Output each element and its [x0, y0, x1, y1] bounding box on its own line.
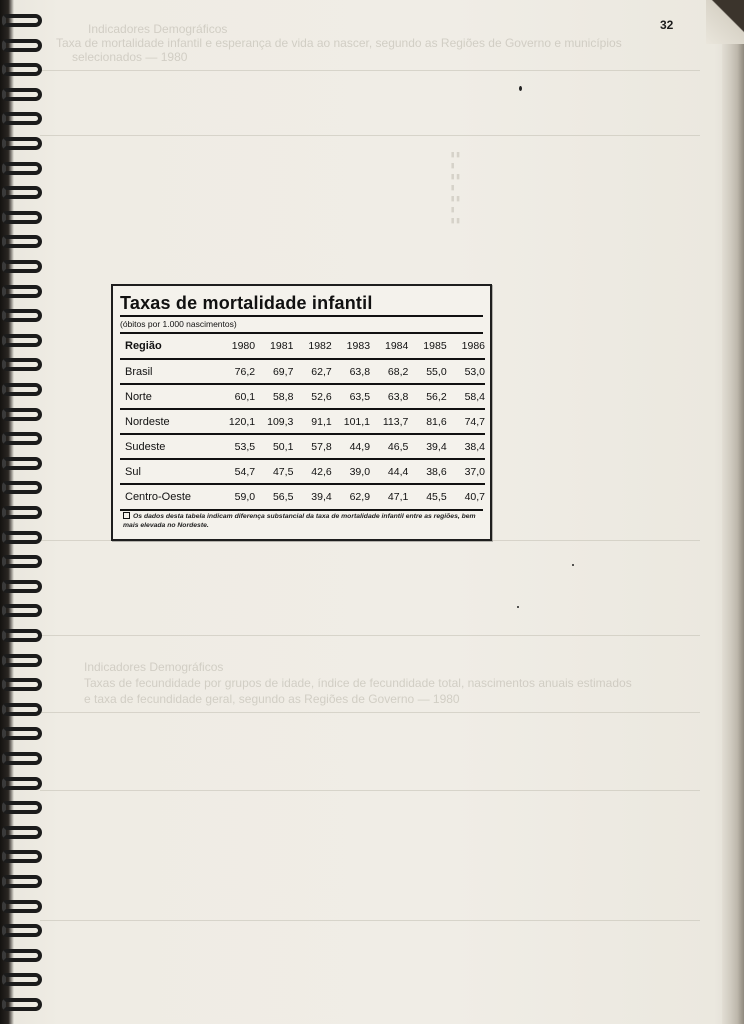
- rate-cell: 62,9: [332, 484, 370, 509]
- column-header-year: 1980: [231, 340, 256, 352]
- ink-speck: [519, 86, 522, 91]
- binding-coil: [2, 137, 42, 150]
- binding-coil: [2, 826, 42, 839]
- table-row: [120, 384, 485, 409]
- ghost-subtitle-top: selecionados — 1980: [72, 50, 188, 64]
- rate-cell: 47,1: [370, 484, 408, 509]
- region-name: Nordeste: [120, 409, 217, 434]
- rate-cell: 62,7: [293, 359, 331, 384]
- rate-cell: 63,8: [370, 384, 408, 409]
- table-row: [120, 434, 485, 459]
- spiral-binding: [0, 0, 48, 1024]
- rate-cell: 44,9: [332, 434, 370, 459]
- binding-coil: [2, 580, 42, 593]
- binding-coil: [2, 998, 42, 1011]
- page-corner-curl: [706, 0, 744, 44]
- binding-coil: [2, 383, 42, 396]
- table-footnote: [123, 512, 483, 530]
- rate-cell: 40,7: [447, 484, 485, 509]
- page-number: 32: [660, 18, 674, 32]
- binding-coil: [2, 678, 42, 691]
- rate-cell: 59,0: [217, 484, 255, 509]
- rate-cell: 63,8: [332, 359, 370, 384]
- binding-coil: [2, 235, 42, 248]
- ghost-heading-top: Indicadores Demográficos: [88, 22, 228, 36]
- rate-cell: 58,8: [255, 384, 293, 409]
- binding-coil: [2, 973, 42, 986]
- rate-cell: 57,8: [293, 434, 331, 459]
- binding-coil: [2, 703, 42, 716]
- column-header-year: 1985: [423, 340, 447, 352]
- rate-cell: 91,1: [293, 409, 331, 434]
- rate-cell: 109,3: [255, 409, 293, 434]
- binding-coil: [2, 408, 42, 421]
- binding-coil: [2, 457, 42, 470]
- page-stack-edge: [722, 0, 744, 1024]
- rate-cell: 101,1: [332, 409, 370, 434]
- binding-coil: [2, 481, 42, 494]
- ghost-title-bottom: Taxas de fecundidade por grupos de idade, índice de fecundidade total, nascimentos anuais estimados: [84, 676, 632, 690]
- binding-coil: [2, 900, 42, 913]
- table-row: [120, 484, 485, 509]
- rate-cell: 38,4: [447, 434, 485, 459]
- rate-cell: 47,5: [255, 459, 293, 484]
- rate-cell: 53,5: [217, 434, 255, 459]
- ghost-subtitle-bottom: e taxa de fecundidade geral, segundo as Regiões de Governo — 1980: [84, 692, 460, 706]
- rate-cell: 50,1: [255, 434, 293, 459]
- binding-coil: [2, 358, 42, 371]
- rate-cell: 42,6: [293, 459, 331, 484]
- ink-speck: [517, 606, 519, 608]
- column-header-year: 1986: [461, 340, 485, 352]
- table-row: [120, 359, 485, 384]
- binding-coil: [2, 752, 42, 765]
- rate-cell: 74,7: [447, 409, 485, 434]
- rate-cell: 53,0: [447, 359, 485, 384]
- table-clipping: [111, 284, 492, 541]
- footnote-box-icon: [123, 512, 130, 519]
- rate-cell: 46,5: [370, 434, 408, 459]
- ghost-column-marks: ▮▮ ▮ ▮▮ ▮ ▮▮ ▮ ▮▮: [450, 150, 461, 226]
- rate-cell: 56,5: [255, 484, 293, 509]
- binding-coil: [2, 63, 42, 76]
- binding-coil: [2, 506, 42, 519]
- binding-coil: [2, 186, 42, 199]
- rate-cell: 39,4: [408, 434, 446, 459]
- column-header-year: 1984: [384, 340, 409, 352]
- binding-coil: [2, 850, 42, 863]
- rate-cell: 37,0: [447, 459, 485, 484]
- ghost-rule: [40, 635, 700, 636]
- rate-cell: 56,2: [408, 384, 446, 409]
- column-header-region: Região: [125, 340, 162, 352]
- rate-cell: 76,2: [217, 359, 255, 384]
- ghost-rule: [40, 790, 700, 791]
- binding-coil: [2, 334, 42, 347]
- binding-coil: [2, 629, 42, 642]
- rate-cell: 45,5: [408, 484, 446, 509]
- rate-cell: 113,7: [370, 409, 408, 434]
- binding-coil: [2, 555, 42, 568]
- region-name: Sudeste: [120, 434, 217, 459]
- binding-coil: [2, 604, 42, 617]
- ghost-heading-bottom: Indicadores Demográficos: [84, 660, 224, 674]
- table-header-row: [120, 334, 485, 359]
- binding-coil: [2, 285, 42, 298]
- binding-coil: [2, 531, 42, 544]
- binding-coil: [2, 777, 42, 790]
- binding-coil: [2, 162, 42, 175]
- binding-coil: [2, 875, 42, 888]
- binding-coil: [2, 112, 42, 125]
- rate-cell: 38,6: [408, 459, 446, 484]
- rate-cell: 81,6: [408, 409, 446, 434]
- binding-coil: [2, 654, 42, 667]
- rate-cell: 120,1: [217, 409, 255, 434]
- binding-coil: [2, 309, 42, 322]
- ghost-rule: [40, 135, 700, 136]
- footnote-text: Os dados desta tabela indicam diferença substancial da taxa de mortalidade infantil entre as regiões, bem mais elevada no Nordeste.: [123, 513, 476, 529]
- ghost-title-top: Taxa de mortalidade infantil e esperança de vida ao nascer, segundo as Regiões de Governo e municípios: [56, 36, 622, 50]
- rate-cell: 39,4: [293, 484, 331, 509]
- mortality-table: [120, 334, 485, 509]
- binding-coil: [2, 14, 42, 27]
- table-row: [120, 409, 485, 434]
- rate-cell: 69,7: [255, 359, 293, 384]
- region-name: Norte: [120, 384, 217, 409]
- ink-speck: [572, 564, 574, 566]
- rate-cell: 39,0: [332, 459, 370, 484]
- rate-cell: 54,7: [217, 459, 255, 484]
- binding-coil: [2, 88, 42, 101]
- binding-coil: [2, 260, 42, 273]
- title-rule: [120, 315, 483, 317]
- binding-coil: [2, 924, 42, 937]
- region-name: Centro-Oeste: [120, 484, 217, 509]
- region-name: Brasil: [120, 359, 217, 384]
- binding-coil: [2, 211, 42, 224]
- rate-cell: 44,4: [370, 459, 408, 484]
- region-name: Sul: [120, 459, 217, 484]
- table-row: [120, 459, 485, 484]
- binding-coil: [2, 727, 42, 740]
- rate-cell: 68,2: [370, 359, 408, 384]
- column-header-year: 1982: [308, 340, 332, 352]
- binding-coil: [2, 39, 42, 52]
- ghost-rule: [40, 712, 700, 713]
- column-header-year: 1983: [346, 340, 371, 352]
- rate-cell: 58,4: [447, 384, 485, 409]
- clipping-title: Taxas de mortalidade infantil: [120, 293, 373, 313]
- note-rule: [120, 509, 483, 511]
- rate-cell: 63,5: [332, 384, 370, 409]
- binding-coil: [2, 949, 42, 962]
- rate-cell: 55,0: [408, 359, 446, 384]
- rate-cell: 52,6: [293, 384, 331, 409]
- binding-coil: [2, 801, 42, 814]
- column-header-year: 1981: [270, 340, 294, 352]
- clipping-subtitle: (óbitos por 1.000 nascimentos): [120, 319, 237, 329]
- ghost-rule: [40, 920, 700, 921]
- binding-coil: [2, 432, 42, 445]
- ghost-rule: [40, 70, 700, 71]
- rate-cell: 60,1: [217, 384, 255, 409]
